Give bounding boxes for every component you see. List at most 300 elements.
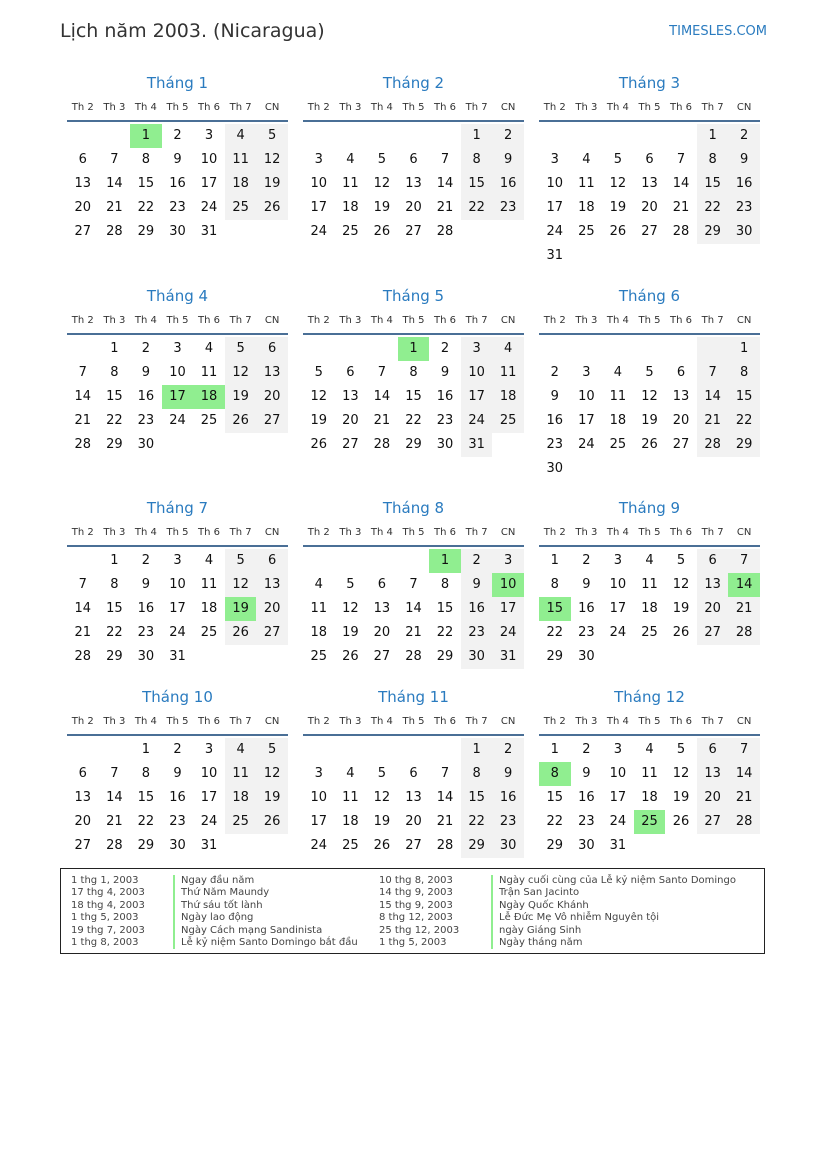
- day-cell: 30: [492, 834, 524, 858]
- day-cell: 24: [200, 200, 218, 215]
- day-cell: 22: [728, 409, 760, 433]
- day-cell: 9: [173, 766, 182, 781]
- day-cell: 3: [204, 128, 214, 143]
- day-cell: 20: [74, 814, 92, 829]
- day-cell: 10: [200, 152, 218, 167]
- day-cell: 4: [582, 152, 591, 167]
- weekday-label: Th 2: [543, 102, 566, 113]
- day-cell: 23: [492, 810, 524, 834]
- weekday-header-row: [67, 523, 288, 547]
- day-cell: 26: [310, 437, 328, 452]
- day-cell: 17: [578, 413, 595, 428]
- day-cell: 18: [225, 786, 257, 810]
- day-cell: 22: [461, 810, 493, 834]
- empty-day-cell: [634, 645, 666, 669]
- empty-day-cell: [571, 337, 603, 361]
- empty-day-cell: [366, 337, 398, 361]
- day-cell: 25: [225, 810, 257, 834]
- day-cell: 12: [641, 389, 658, 404]
- day-cell: 5: [346, 577, 355, 592]
- weekday-label: Th 4: [134, 315, 157, 326]
- day-cell: 16: [169, 176, 186, 191]
- day-cell: 12: [672, 766, 690, 781]
- day-cell: 7: [78, 577, 87, 592]
- day-cell: 5: [314, 365, 323, 380]
- day-cell: 12: [256, 762, 288, 786]
- day-cell: 10: [461, 361, 493, 385]
- day-cell: 30: [728, 220, 760, 244]
- empty-day-cell: [665, 244, 697, 268]
- day-cell: 24: [200, 814, 218, 829]
- day-cell: 23: [492, 196, 524, 220]
- weekday-label: CN: [736, 315, 752, 326]
- day-cell: 27: [405, 224, 422, 239]
- weekday-label: CN: [500, 716, 516, 727]
- day-cell: 14: [373, 389, 391, 404]
- day-cell: 3: [582, 365, 591, 380]
- legend-date: 10 thg 8, 2003: [379, 875, 453, 886]
- day-cell: 4: [225, 124, 257, 148]
- day-cell: 14: [74, 389, 92, 404]
- legend-left-names: [173, 875, 358, 949]
- day-cell: 23: [578, 814, 595, 829]
- empty-day-cell: [697, 244, 729, 268]
- weekday-label: Th 3: [575, 102, 598, 113]
- day-cell: 18: [578, 200, 595, 215]
- day-cell: 25: [492, 409, 524, 433]
- weekday-label: Th 2: [543, 315, 566, 326]
- day-cell: 5: [377, 152, 387, 167]
- day-cell: 9: [440, 365, 450, 380]
- day-cell: 6: [409, 152, 418, 167]
- day-cell: 30: [578, 838, 595, 853]
- day-cell: 22: [106, 413, 123, 428]
- day-cell: 29: [461, 834, 493, 858]
- weekday-label: Th 2: [307, 716, 330, 727]
- day-cell: 19: [225, 385, 257, 409]
- day-cell: 27: [697, 810, 729, 834]
- day-cell: 2: [173, 128, 182, 143]
- day-cell: 25: [310, 649, 328, 664]
- weekday-header-row: [303, 523, 524, 547]
- legend-holiday-name: Ngày lao động: [173, 912, 358, 924]
- day-cell: 23: [728, 196, 760, 220]
- day-cell: 19: [256, 172, 288, 196]
- weekday-label: CN: [736, 527, 752, 538]
- day-cell: 8: [539, 762, 571, 786]
- brand-link[interactable]: TIMESLES.COM: [669, 24, 767, 39]
- day-cell: 29: [728, 433, 760, 457]
- day-cell: 11: [200, 365, 218, 380]
- day-cell: 25: [641, 625, 658, 640]
- day-cell: 12: [609, 176, 627, 191]
- weekday-label: Th 6: [434, 716, 457, 727]
- day-cell: 13: [342, 389, 359, 404]
- day-cell: 29: [436, 649, 454, 664]
- legend-right-names: [491, 875, 736, 949]
- day-cell: 14: [74, 601, 92, 616]
- day-cell: 6: [346, 365, 355, 380]
- day-cell: 26: [672, 814, 690, 829]
- day-cell: 20: [405, 200, 422, 215]
- weekday-label: Th 3: [103, 102, 126, 113]
- day-grid: [303, 124, 524, 244]
- day-cell: 5: [377, 766, 387, 781]
- weekday-label: Th 5: [402, 315, 425, 326]
- day-grid: [67, 738, 288, 858]
- day-cell: 20: [641, 200, 658, 215]
- day-grid: [539, 337, 760, 481]
- day-cell: 1: [141, 742, 151, 757]
- day-cell: 1: [550, 742, 559, 757]
- day-cell: 23: [169, 200, 186, 215]
- day-cell: 23: [436, 413, 454, 428]
- weekday-label: Th 3: [575, 315, 598, 326]
- legend-date: 19 thg 7, 2003: [71, 924, 145, 936]
- day-cell: 4: [346, 766, 355, 781]
- day-cell: 10: [609, 766, 627, 781]
- weekday-header-row: [303, 311, 524, 335]
- day-grid: [67, 124, 288, 244]
- weekday-label: Th 6: [670, 527, 693, 538]
- weekday-label: Th 7: [229, 716, 252, 727]
- day-cell: 10: [169, 365, 186, 380]
- day-cell: 4: [314, 577, 323, 592]
- day-cell: 15: [106, 389, 123, 404]
- empty-day-cell: [335, 738, 367, 762]
- empty-day-cell: [193, 645, 225, 669]
- empty-day-cell: [728, 244, 760, 268]
- day-cell: 24: [492, 621, 524, 645]
- day-cell: 19: [310, 413, 328, 428]
- day-cell: 5: [645, 365, 654, 380]
- day-cell: 28: [74, 437, 92, 452]
- day-cell: 22: [436, 625, 454, 640]
- day-cell: 22: [546, 625, 564, 640]
- day-cell: 21: [106, 814, 123, 829]
- empty-day-cell: [728, 457, 760, 481]
- day-cell: 15: [137, 790, 155, 805]
- day-cell: 15: [461, 172, 493, 196]
- day-cell: 2: [141, 341, 151, 356]
- day-cell: 29: [405, 437, 422, 452]
- day-cell: 10: [169, 577, 186, 592]
- day-cell: 6: [256, 337, 288, 361]
- day-cell: 2: [550, 365, 559, 380]
- day-cell: 29: [546, 838, 564, 853]
- day-cell: 27: [256, 409, 288, 433]
- day-cell: 25: [578, 224, 595, 239]
- day-cell: 11: [578, 176, 595, 191]
- day-cell: 10: [546, 176, 564, 191]
- day-cell: 12: [310, 389, 328, 404]
- day-cell: 28: [436, 838, 454, 853]
- empty-day-cell: [335, 124, 367, 148]
- weekday-label: Th 4: [370, 315, 393, 326]
- day-cell: 2: [728, 124, 760, 148]
- day-cell: 1: [461, 124, 493, 148]
- day-grid: [303, 738, 524, 858]
- day-cell: 8: [110, 365, 119, 380]
- empty-day-cell: [67, 549, 99, 573]
- day-cell: 2: [461, 549, 493, 573]
- day-cell: 16: [137, 389, 155, 404]
- day-cell: 27: [672, 437, 690, 452]
- weekday-label: Th 2: [71, 315, 94, 326]
- day-grid: [303, 337, 524, 457]
- day-cell: 29: [106, 649, 123, 664]
- legend-date: 15 thg 9, 2003: [379, 899, 453, 911]
- day-cell: 23: [578, 625, 595, 640]
- empty-day-cell: [303, 337, 335, 361]
- day-cell: 22: [546, 814, 564, 829]
- day-cell: 12: [225, 573, 257, 597]
- weekday-label: Th 5: [638, 716, 661, 727]
- weekday-label: Th 3: [103, 315, 126, 326]
- weekday-label: Th 7: [465, 527, 488, 538]
- day-cell: 2: [440, 341, 450, 356]
- day-cell: 18: [310, 625, 328, 640]
- day-cell: 30: [436, 437, 454, 452]
- day-cell: 15: [436, 601, 454, 616]
- day-cell: 24: [461, 409, 493, 433]
- day-cell: 1: [697, 124, 729, 148]
- empty-day-cell: [461, 220, 493, 244]
- day-cell: 4: [204, 341, 214, 356]
- day-cell: 25: [634, 810, 666, 834]
- day-cell: 6: [256, 549, 288, 573]
- empty-day-cell: [665, 337, 697, 361]
- day-cell: 26: [225, 621, 257, 645]
- day-cell: 2: [492, 124, 524, 148]
- weekday-label: Th 6: [434, 102, 457, 113]
- day-cell: 10: [578, 389, 595, 404]
- weekday-label: CN: [264, 102, 280, 113]
- month-title: Tháng 12: [614, 688, 685, 706]
- day-cell: 7: [440, 152, 450, 167]
- day-cell: 26: [342, 649, 359, 664]
- day-cell: 26: [256, 196, 288, 220]
- empty-day-cell: [225, 433, 257, 457]
- legend-holiday-name: Lễ kỷ niệm Santo Domingo bắt đầu: [173, 937, 358, 949]
- day-cell: 25: [342, 838, 359, 853]
- day-cell: 26: [609, 224, 627, 239]
- day-cell: 13: [697, 573, 729, 597]
- day-cell: 15: [539, 597, 571, 621]
- empty-day-cell: [335, 337, 367, 361]
- day-cell: 1: [110, 553, 119, 568]
- weekday-label: Th 6: [198, 315, 221, 326]
- day-cell: 9: [141, 365, 151, 380]
- day-cell: 30: [578, 649, 595, 664]
- month-title: Tháng 5: [382, 287, 445, 305]
- day-cell: 19: [672, 601, 690, 616]
- empty-day-cell: [398, 124, 430, 148]
- day-cell: 8: [440, 577, 450, 592]
- day-cell: 30: [169, 224, 186, 239]
- weekday-label: Th 5: [638, 315, 661, 326]
- day-cell: 26: [256, 810, 288, 834]
- weekday-label: Th 2: [71, 102, 94, 113]
- weekday-label: Th 6: [670, 716, 693, 727]
- legend-date: 1 thg 5, 2003: [379, 936, 447, 948]
- day-cell: 6: [377, 577, 387, 592]
- day-cell: 20: [256, 385, 288, 409]
- empty-day-cell: [697, 337, 729, 361]
- day-cell: 17: [546, 200, 564, 215]
- day-cell: 19: [225, 597, 257, 621]
- day-cell: 13: [74, 176, 92, 191]
- empty-day-cell: [634, 337, 666, 361]
- weekday-label: Th 5: [402, 716, 425, 727]
- legend-date: 1 thg 8, 2003: [71, 936, 139, 948]
- day-cell: 14: [106, 790, 123, 805]
- day-cell: 15: [728, 385, 760, 409]
- day-cell: 13: [697, 762, 729, 786]
- month-title: Tháng 6: [618, 287, 681, 305]
- weekday-label: Th 3: [103, 527, 126, 538]
- weekday-label: Th 4: [134, 527, 157, 538]
- day-cell: 5: [225, 549, 257, 573]
- day-cell: 3: [173, 341, 182, 356]
- day-cell: 4: [204, 553, 214, 568]
- weekday-label: Th 7: [465, 102, 488, 113]
- day-cell: 5: [256, 738, 288, 762]
- day-cell: 7: [409, 577, 418, 592]
- weekday-label: Th 6: [434, 527, 457, 538]
- day-cell: 27: [74, 838, 92, 853]
- day-cell: 7: [697, 361, 729, 385]
- day-cell: 3: [173, 553, 182, 568]
- empty-day-cell: [634, 124, 666, 148]
- weekday-label: Th 5: [166, 102, 189, 113]
- day-cell: 11: [641, 577, 658, 592]
- day-cell: 14: [106, 176, 123, 191]
- day-cell: 9: [728, 148, 760, 172]
- day-cell: 11: [225, 148, 257, 172]
- day-grid: [539, 738, 760, 858]
- weekday-label: Th 6: [198, 716, 221, 727]
- day-cell: 29: [697, 220, 729, 244]
- legend-holiday-name: Ngày Cách mạng Sandinista: [173, 925, 358, 937]
- day-grid: [539, 549, 760, 669]
- day-cell: 20: [74, 200, 92, 215]
- empty-day-cell: [67, 738, 99, 762]
- day-cell: 22: [137, 200, 155, 215]
- day-cell: 22: [405, 413, 422, 428]
- empty-day-cell: [728, 834, 760, 858]
- day-cell: 12: [256, 148, 288, 172]
- day-cell: 9: [492, 148, 524, 172]
- day-cell: 11: [641, 766, 658, 781]
- empty-day-cell: [571, 244, 603, 268]
- weekday-label: Th 7: [701, 315, 724, 326]
- day-cell: 16: [436, 389, 454, 404]
- empty-day-cell: [571, 457, 603, 481]
- day-cell: 16: [492, 172, 524, 196]
- month-block: [67, 686, 288, 858]
- day-cell: 30: [169, 838, 186, 853]
- month-block: [303, 686, 524, 858]
- month-title: Tháng 10: [142, 688, 213, 706]
- weekday-label: Th 7: [465, 716, 488, 727]
- empty-day-cell: [162, 433, 194, 457]
- day-cell: 17: [461, 385, 493, 409]
- month-title: Tháng 1: [146, 74, 209, 92]
- day-cell: 8: [697, 148, 729, 172]
- empty-day-cell: [99, 124, 131, 148]
- page-title: Lịch năm 2003. (Nicaragua): [60, 20, 325, 42]
- empty-day-cell: [366, 124, 398, 148]
- empty-day-cell: [193, 433, 225, 457]
- weekday-label: Th 7: [229, 102, 252, 113]
- month-title: Tháng 4: [146, 287, 209, 305]
- day-cell: 21: [373, 413, 391, 428]
- day-cell: 8: [141, 766, 151, 781]
- day-cell: 13: [641, 176, 658, 191]
- day-cell: 21: [74, 413, 92, 428]
- day-cell: 11: [200, 577, 218, 592]
- day-cell: 26: [373, 224, 391, 239]
- day-cell: 3: [461, 337, 493, 361]
- empty-day-cell: [697, 834, 729, 858]
- empty-day-cell: [303, 738, 335, 762]
- legend-date: 25 thg 12, 2003: [379, 924, 460, 936]
- legend-holiday-name: Thứ Năm Maundy: [173, 887, 358, 899]
- day-cell: 1: [110, 341, 119, 356]
- day-cell: 22: [461, 196, 493, 220]
- day-cell: 7: [440, 766, 450, 781]
- weekday-label: CN: [264, 315, 280, 326]
- day-cell: 28: [728, 621, 760, 645]
- empty-day-cell: [539, 124, 571, 148]
- day-cell: 6: [676, 365, 686, 380]
- empty-day-cell: [602, 124, 634, 148]
- weekday-label: Th 4: [606, 716, 629, 727]
- day-cell: 20: [405, 814, 422, 829]
- day-cell: 13: [74, 790, 92, 805]
- day-cell: 3: [204, 742, 214, 757]
- day-cell: 26: [373, 838, 391, 853]
- weekday-label: CN: [736, 102, 752, 113]
- weekday-header-row: [67, 98, 288, 122]
- day-cell: 16: [169, 790, 186, 805]
- day-cell: 10: [310, 176, 328, 191]
- weekday-label: CN: [736, 716, 752, 727]
- weekday-header-row: [539, 98, 760, 122]
- day-cell: 8: [550, 577, 559, 592]
- day-cell: 16: [728, 172, 760, 196]
- weekday-label: Th 4: [134, 102, 157, 113]
- day-cell: 6: [645, 152, 654, 167]
- empty-day-cell: [366, 738, 398, 762]
- day-cell: 20: [697, 597, 729, 621]
- day-cell: 17: [609, 601, 627, 616]
- day-cell: 24: [546, 224, 564, 239]
- weekday-label: Th 3: [575, 716, 598, 727]
- empty-day-cell: [602, 645, 634, 669]
- day-cell: 13: [672, 389, 690, 404]
- day-cell: 11: [310, 601, 328, 616]
- day-cell: 16: [137, 601, 155, 616]
- day-cell: 25: [342, 224, 359, 239]
- day-grid: [539, 124, 760, 268]
- weekday-label: Th 2: [543, 716, 566, 727]
- day-cell: 30: [461, 645, 493, 669]
- day-cell: 17: [162, 385, 194, 409]
- day-cell: 2: [173, 742, 182, 757]
- weekday-label: Th 6: [198, 102, 221, 113]
